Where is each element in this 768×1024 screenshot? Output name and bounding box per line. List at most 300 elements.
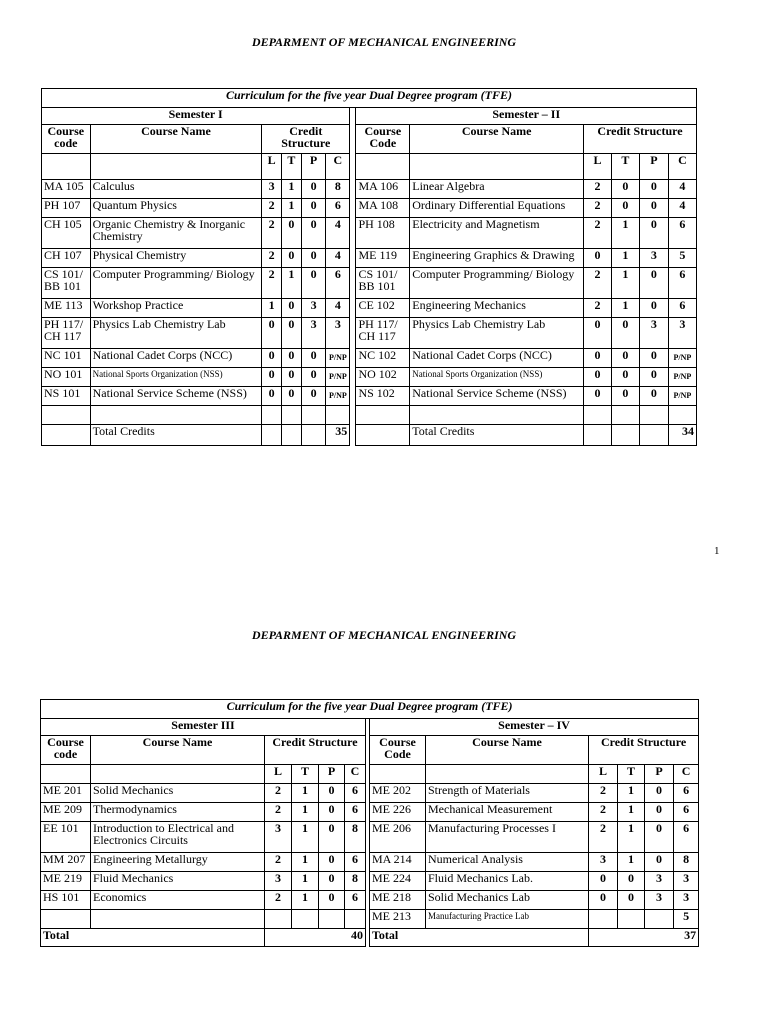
empty-cell xyxy=(91,765,265,784)
course-code: NS 102 xyxy=(356,387,410,406)
course-name: Strength of Materials xyxy=(426,784,589,803)
credit-t: 1 xyxy=(618,853,645,872)
ltpc-header: P xyxy=(301,154,326,180)
credit-structure-header: Credit Structure xyxy=(265,736,366,765)
course-name: Ordinary Differential Equations xyxy=(410,199,584,218)
credit-l: 2 xyxy=(265,853,292,872)
total-value: 37 xyxy=(589,929,699,947)
course-name-header: Course Name xyxy=(410,125,584,154)
credit-c: 4 xyxy=(668,199,696,218)
empty-cell xyxy=(301,425,326,446)
course-code: MM 207 xyxy=(41,853,91,872)
empty-cell xyxy=(356,154,410,180)
course-code: MA 108 xyxy=(356,199,410,218)
credit-c: P/NP xyxy=(668,349,696,368)
course-row xyxy=(41,891,699,910)
empty-cell xyxy=(41,765,91,784)
page2-department-heading: DEPARMENT OF MECHANICAL ENGINEERING xyxy=(251,628,517,642)
ltpc-header: T xyxy=(292,765,319,784)
course-row xyxy=(41,784,699,803)
credit-p: 0 xyxy=(645,853,674,872)
course-name: Solid Mechanics Lab xyxy=(426,891,589,910)
course-row xyxy=(41,803,699,822)
credit-p: 0 xyxy=(639,349,668,368)
empty-cell xyxy=(90,406,262,425)
credit-t: 1 xyxy=(618,803,645,822)
course-row xyxy=(42,199,697,218)
credit-t: 1 xyxy=(292,784,319,803)
course-name: Electricity and Magnetism xyxy=(410,218,584,249)
course-name: National Sports Organization (NSS) xyxy=(410,368,584,387)
credit-t xyxy=(618,910,645,929)
course-name: Physical Chemistry xyxy=(90,249,262,268)
credit-l: 2 xyxy=(584,299,612,318)
course-row xyxy=(42,268,697,299)
credit-p: 0 xyxy=(639,180,668,199)
course-code: CE 102 xyxy=(356,299,410,318)
credit-structure-header: Credit Structure xyxy=(589,736,699,765)
credit-p: 0 xyxy=(319,803,345,822)
total-value: 40 xyxy=(265,929,366,947)
credit-l: 2 xyxy=(584,199,612,218)
ltpc-header: P xyxy=(639,154,668,180)
course-code: ME 119 xyxy=(356,249,410,268)
course-code: ME 224 xyxy=(370,872,426,891)
credit-t: 1 xyxy=(282,199,302,218)
course-name: Computer Programming/ Biology xyxy=(410,268,584,299)
credit-p: 0 xyxy=(319,872,345,891)
credit-p: 0 xyxy=(301,387,326,406)
credit-p: 0 xyxy=(639,199,668,218)
credit-l: 1 xyxy=(262,299,282,318)
credit-c: 6 xyxy=(345,853,366,872)
course-code: MA 105 xyxy=(42,180,91,199)
total-row xyxy=(42,425,697,446)
credit-t: 0 xyxy=(611,387,639,406)
credit-p: 0 xyxy=(639,268,668,299)
course-row xyxy=(42,249,697,268)
credit-c: 8 xyxy=(345,872,366,891)
course-name: Introduction to Electrical and Electronics Circuits xyxy=(91,822,265,853)
credit-l: 0 xyxy=(262,318,282,349)
course-name: Quantum Physics xyxy=(90,199,262,218)
course-name-header: Course Name xyxy=(91,736,265,765)
credit-t: 1 xyxy=(618,784,645,803)
credit-t xyxy=(292,910,319,929)
ltpc-header: C xyxy=(674,765,699,784)
credit-c: 4 xyxy=(326,299,350,318)
credit-p: 3 xyxy=(301,318,326,349)
credit-c: 6 xyxy=(345,891,366,910)
course-code: CS 101/ BB 101 xyxy=(356,268,410,299)
empty-cell xyxy=(42,406,91,425)
course-row xyxy=(41,872,699,891)
course-name: National Cadet Corps (NCC) xyxy=(410,349,584,368)
course-row xyxy=(41,853,699,872)
ltpc-header: C xyxy=(345,765,366,784)
credit-l: 0 xyxy=(262,387,282,406)
empty-cell xyxy=(410,406,584,425)
empty-cell xyxy=(326,406,350,425)
empty-cell xyxy=(639,425,668,446)
credit-c: 5 xyxy=(668,249,696,268)
empty-cell xyxy=(301,406,326,425)
empty-row xyxy=(42,406,697,425)
course-name: Linear Algebra xyxy=(410,180,584,199)
credit-l: 0 xyxy=(589,872,618,891)
credit-t: 0 xyxy=(618,872,645,891)
column-header-row xyxy=(41,736,699,765)
course-code: CS 101/ BB 101 xyxy=(42,268,91,299)
credit-c: 4 xyxy=(326,218,350,249)
course-name: Organic Chemistry & Inorganic Chemistry xyxy=(90,218,262,249)
credit-l xyxy=(265,910,292,929)
course-name: National Cadet Corps (NCC) xyxy=(90,349,262,368)
credit-l: 2 xyxy=(589,822,618,853)
course-name: Numerical Analysis xyxy=(426,853,589,872)
ltpc-row xyxy=(41,765,699,784)
course-code: CH 105 xyxy=(42,218,91,249)
credit-l: 2 xyxy=(265,803,292,822)
semester-3-4-table xyxy=(40,699,699,947)
credit-p: 3 xyxy=(301,299,326,318)
credit-l: 0 xyxy=(589,891,618,910)
course-code: NO 101 xyxy=(42,368,91,387)
course-row xyxy=(42,387,697,406)
course-name: Solid Mechanics xyxy=(91,784,265,803)
course-code: ME 213 xyxy=(370,910,426,929)
credit-t: 1 xyxy=(292,891,319,910)
credit-l: 0 xyxy=(584,249,612,268)
empty-cell xyxy=(262,406,282,425)
course-row xyxy=(41,822,699,853)
credit-c: 6 xyxy=(674,803,699,822)
credit-l: 2 xyxy=(265,784,292,803)
credit-t: 0 xyxy=(611,180,639,199)
semester-right-label: Semester – IV xyxy=(370,719,699,736)
ltpc-header: L xyxy=(265,765,292,784)
total-row xyxy=(41,929,699,947)
course-name: National Service Scheme (NSS) xyxy=(90,387,262,406)
semester-left-label: Semester I xyxy=(42,108,350,125)
page-number: 1 xyxy=(714,545,720,557)
ltpc-header: P xyxy=(319,765,345,784)
empty-cell xyxy=(356,425,410,446)
credit-l: 2 xyxy=(262,249,282,268)
course-code: PH 117/ CH 117 xyxy=(42,318,91,349)
page1-department-heading: DEPARMENT OF MECHANICAL ENGINEERING xyxy=(251,35,517,49)
course-name-header: Course Name xyxy=(426,736,589,765)
course-name: Engineering Graphics & Drawing xyxy=(410,249,584,268)
credit-l: 3 xyxy=(265,872,292,891)
credit-p: 3 xyxy=(645,891,674,910)
course-name: Mechanical Measurement xyxy=(426,803,589,822)
credit-p: 0 xyxy=(301,199,326,218)
course-code: ME 113 xyxy=(42,299,91,318)
credit-c: 6 xyxy=(674,784,699,803)
semester-row xyxy=(41,719,699,736)
credit-p: 0 xyxy=(645,784,674,803)
credit-t: 0 xyxy=(611,349,639,368)
ltpc-header: T xyxy=(282,154,302,180)
course-name: National Service Scheme (NSS) xyxy=(410,387,584,406)
empty-cell xyxy=(370,765,426,784)
total-label: Total xyxy=(41,929,265,947)
course-name: Physics Lab Chemistry Lab xyxy=(410,318,584,349)
credit-c: P/NP xyxy=(326,387,350,406)
course-name: Fluid Mechanics xyxy=(91,872,265,891)
credit-l: 2 xyxy=(262,218,282,249)
credit-t: 1 xyxy=(292,803,319,822)
credit-c: 6 xyxy=(674,822,699,853)
course-code xyxy=(41,910,91,929)
credit-l: 2 xyxy=(584,218,612,249)
credit-c: 6 xyxy=(326,268,350,299)
credit-c: P/NP xyxy=(326,368,350,387)
semester-left-label: Semester III xyxy=(41,719,366,736)
credit-t: 1 xyxy=(611,218,639,249)
empty-cell xyxy=(90,154,262,180)
empty-cell xyxy=(356,406,410,425)
empty-cell xyxy=(584,425,612,446)
credit-p xyxy=(645,910,674,929)
ltpc-header: L xyxy=(262,154,282,180)
course-row xyxy=(42,318,697,349)
credit-p: 0 xyxy=(301,368,326,387)
course-name: Engineering Mechanics xyxy=(410,299,584,318)
curriculum-title: Curriculum for the five year Dual Degree program (TFE) xyxy=(41,700,699,719)
course-code: ME 202 xyxy=(370,784,426,803)
credit-p: 0 xyxy=(301,268,326,299)
empty-cell xyxy=(42,425,91,446)
ltpc-header: T xyxy=(618,765,645,784)
course-name: Calculus xyxy=(90,180,262,199)
credit-p: 3 xyxy=(645,872,674,891)
credit-t: 0 xyxy=(282,318,302,349)
course-name: Workshop Practice xyxy=(90,299,262,318)
course-code: NO 102 xyxy=(356,368,410,387)
credit-l: 2 xyxy=(589,803,618,822)
credit-t: 1 xyxy=(611,299,639,318)
total-label: Total xyxy=(370,929,589,947)
credit-p: 3 xyxy=(639,318,668,349)
ltpc-header: P xyxy=(645,765,674,784)
course-row xyxy=(41,910,699,929)
course-name: Thermodynamics xyxy=(91,803,265,822)
empty-cell xyxy=(262,425,282,446)
credit-c: 6 xyxy=(668,218,696,249)
credit-l: 3 xyxy=(262,180,282,199)
ltpc-header: C xyxy=(326,154,350,180)
course-name: Computer Programming/ Biology xyxy=(90,268,262,299)
course-code-header: Course code xyxy=(41,736,91,765)
empty-cell xyxy=(282,425,302,446)
credit-t: 0 xyxy=(282,218,302,249)
course-row xyxy=(42,299,697,318)
curriculum-title: Curriculum for the five year Dual Degree program (TFE) xyxy=(42,89,697,108)
credit-t: 0 xyxy=(611,318,639,349)
course-code: MA 214 xyxy=(370,853,426,872)
course-code: MA 106 xyxy=(356,180,410,199)
credit-t: 0 xyxy=(282,368,302,387)
course-name: Engineering Metallurgy xyxy=(91,853,265,872)
course-code-header: Course Code xyxy=(370,736,426,765)
credit-t: 1 xyxy=(292,853,319,872)
course-code: PH 117/ CH 117 xyxy=(356,318,410,349)
empty-cell xyxy=(639,406,668,425)
credit-c: 3 xyxy=(668,318,696,349)
course-code: PH 107 xyxy=(42,199,91,218)
credit-p: 0 xyxy=(639,218,668,249)
credit-l: 0 xyxy=(584,368,612,387)
credit-c: 3 xyxy=(674,872,699,891)
credit-l: 2 xyxy=(589,784,618,803)
credit-l: 2 xyxy=(262,199,282,218)
credit-p: 0 xyxy=(301,349,326,368)
credit-c: 8 xyxy=(674,853,699,872)
credit-c: 3 xyxy=(674,891,699,910)
credit-c: 4 xyxy=(668,180,696,199)
credit-l: 0 xyxy=(584,349,612,368)
semester-row xyxy=(42,108,697,125)
course-name: Fluid Mechanics Lab. xyxy=(426,872,589,891)
credit-c: P/NP xyxy=(668,387,696,406)
course-code: NC 102 xyxy=(356,349,410,368)
empty-cell xyxy=(282,406,302,425)
credit-p: 0 xyxy=(319,853,345,872)
credit-p: 3 xyxy=(639,249,668,268)
course-name: Manufacturing Practice Lab xyxy=(426,910,589,929)
semester-1-2-table xyxy=(41,88,697,446)
credit-t: 1 xyxy=(292,872,319,891)
credit-c: 6 xyxy=(326,199,350,218)
credit-l: 2 xyxy=(265,891,292,910)
empty-cell xyxy=(611,406,639,425)
credit-c: 6 xyxy=(668,299,696,318)
credit-p xyxy=(319,910,345,929)
credit-c: 6 xyxy=(668,268,696,299)
course-code: NC 101 xyxy=(42,349,91,368)
course-code: ME 209 xyxy=(41,803,91,822)
credit-t: 0 xyxy=(611,368,639,387)
credit-c: 6 xyxy=(345,803,366,822)
course-row xyxy=(42,180,697,199)
credit-structure-header: Credit Structure xyxy=(262,125,350,154)
title-row xyxy=(41,700,699,719)
credit-l: 3 xyxy=(265,822,292,853)
credit-t: 1 xyxy=(282,268,302,299)
credit-l: 0 xyxy=(584,318,612,349)
course-code: ME 201 xyxy=(41,784,91,803)
empty-cell xyxy=(426,765,589,784)
course-name xyxy=(91,910,265,929)
credit-c: P/NP xyxy=(668,368,696,387)
credit-p: 0 xyxy=(301,249,326,268)
course-code: ME 206 xyxy=(370,822,426,853)
total-credits-value: 34 xyxy=(668,425,696,446)
course-code: CH 107 xyxy=(42,249,91,268)
course-row xyxy=(42,349,697,368)
credit-c: 4 xyxy=(326,249,350,268)
ltpc-header: T xyxy=(611,154,639,180)
semester-right-label: Semester – II xyxy=(356,108,697,125)
credit-t: 1 xyxy=(611,249,639,268)
credit-c: 5 xyxy=(674,910,699,929)
credit-p: 0 xyxy=(319,784,345,803)
empty-cell xyxy=(410,154,584,180)
credit-c: 6 xyxy=(345,784,366,803)
course-code: ME 219 xyxy=(41,872,91,891)
credit-p: 0 xyxy=(639,387,668,406)
credit-t: 0 xyxy=(282,299,302,318)
ltpc-header: L xyxy=(584,154,612,180)
course-name: Economics xyxy=(91,891,265,910)
empty-cell xyxy=(611,425,639,446)
credit-c: 8 xyxy=(345,822,366,853)
credit-t: 1 xyxy=(292,822,319,853)
course-code-header: Course code xyxy=(42,125,91,154)
credit-p: 0 xyxy=(645,803,674,822)
credit-l: 0 xyxy=(584,387,612,406)
credit-p: 0 xyxy=(639,368,668,387)
course-row xyxy=(42,218,697,249)
credit-l: 0 xyxy=(262,349,282,368)
credit-l: 3 xyxy=(589,853,618,872)
course-row xyxy=(42,368,697,387)
credit-l xyxy=(589,910,618,929)
course-code: HS 101 xyxy=(41,891,91,910)
credit-p: 0 xyxy=(319,891,345,910)
credit-p: 0 xyxy=(319,822,345,853)
course-code: PH 108 xyxy=(356,218,410,249)
empty-cell xyxy=(668,406,696,425)
credit-p: 0 xyxy=(639,299,668,318)
course-code: NS 101 xyxy=(42,387,91,406)
credit-t: 0 xyxy=(618,891,645,910)
empty-cell xyxy=(42,154,91,180)
course-name: National Sports Organization (NSS) xyxy=(90,368,262,387)
ltpc-header: L xyxy=(589,765,618,784)
credit-t: 1 xyxy=(282,180,302,199)
credit-l: 2 xyxy=(584,180,612,199)
course-name: Manufacturing Processes I xyxy=(426,822,589,853)
empty-cell xyxy=(584,406,612,425)
total-credits-label: Total Credits xyxy=(410,425,584,446)
course-code: ME 218 xyxy=(370,891,426,910)
credit-c: P/NP xyxy=(326,349,350,368)
credit-p: 0 xyxy=(645,822,674,853)
credit-structure-header: Credit Structure xyxy=(584,125,697,154)
course-code: ME 226 xyxy=(370,803,426,822)
credit-c xyxy=(345,910,366,929)
credit-l: 0 xyxy=(262,368,282,387)
course-code: EE 101 xyxy=(41,822,91,853)
ltpc-row xyxy=(42,154,697,180)
title-row xyxy=(42,89,697,108)
course-code-header: Course Code xyxy=(356,125,410,154)
credit-t: 0 xyxy=(282,349,302,368)
ltpc-header: C xyxy=(668,154,696,180)
credit-t: 0 xyxy=(282,387,302,406)
credit-p: 0 xyxy=(301,218,326,249)
total-credits-label: Total Credits xyxy=(90,425,262,446)
credit-t: 0 xyxy=(611,199,639,218)
credit-l: 2 xyxy=(584,268,612,299)
credit-p: 0 xyxy=(301,180,326,199)
credit-t: 1 xyxy=(611,268,639,299)
credit-c: 3 xyxy=(326,318,350,349)
credit-t: 1 xyxy=(618,822,645,853)
